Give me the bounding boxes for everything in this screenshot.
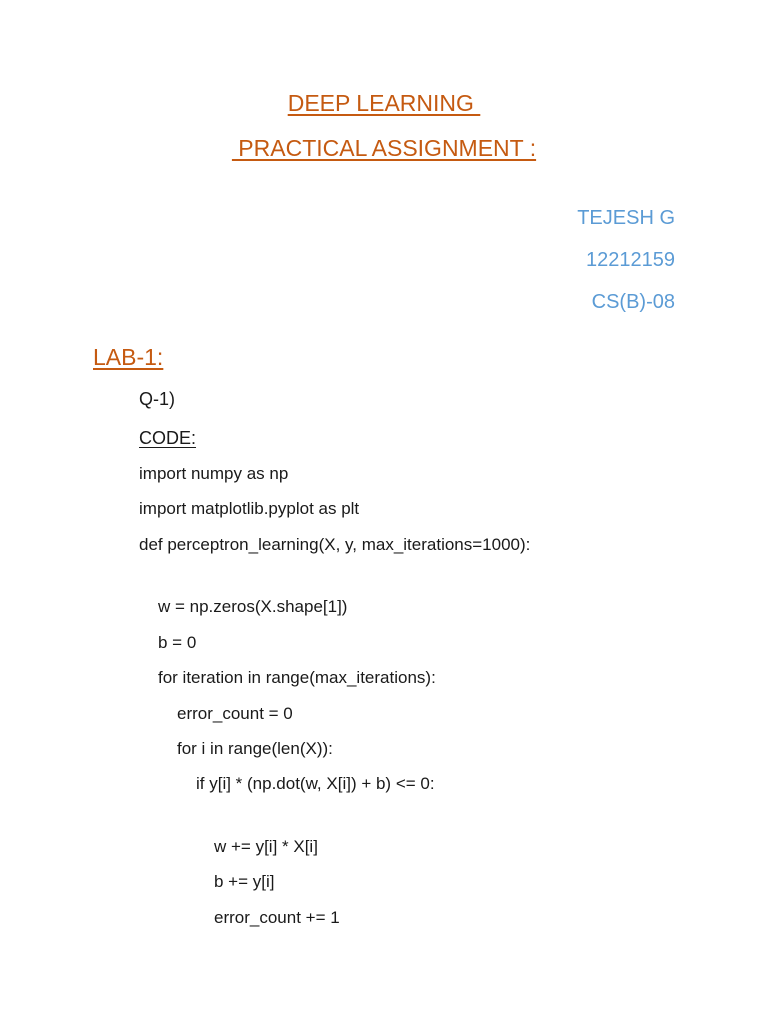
- document-title-line-2: PRACTICAL ASSIGNMENT :: [231, 135, 537, 161]
- code-line: def perceptron_learning(X, y, max_iterations=1000):: [139, 535, 531, 554]
- code-line: error_count = 0: [177, 704, 293, 723]
- code-line: import numpy as np: [139, 464, 289, 483]
- code-line: b += y[i]: [214, 872, 275, 891]
- code-label: CODE:: [139, 428, 197, 448]
- document-title-line-1: DEEP LEARNING: [287, 90, 481, 116]
- author-roll-number: 12212159: [586, 249, 675, 271]
- author-name: TEJESH G: [577, 207, 675, 229]
- code-line: if y[i] * (np.dot(w, X[i]) + b) <= 0:: [196, 774, 435, 793]
- code-line: for iteration in range(max_iterations):: [158, 668, 436, 687]
- code-line: error_count += 1: [214, 908, 340, 927]
- code-line: w += y[i] * X[i]: [214, 837, 318, 856]
- author-section: CS(B)-08: [591, 291, 675, 313]
- question-label: Q-1): [139, 389, 175, 409]
- code-line: for i in range(len(X)):: [177, 739, 333, 758]
- lab-heading: LAB-1:: [93, 344, 164, 370]
- code-line: import matplotlib.pyplot as plt: [139, 499, 360, 518]
- code-line: w = np.zeros(X.shape[1]): [158, 597, 348, 616]
- code-line: b = 0: [158, 633, 197, 652]
